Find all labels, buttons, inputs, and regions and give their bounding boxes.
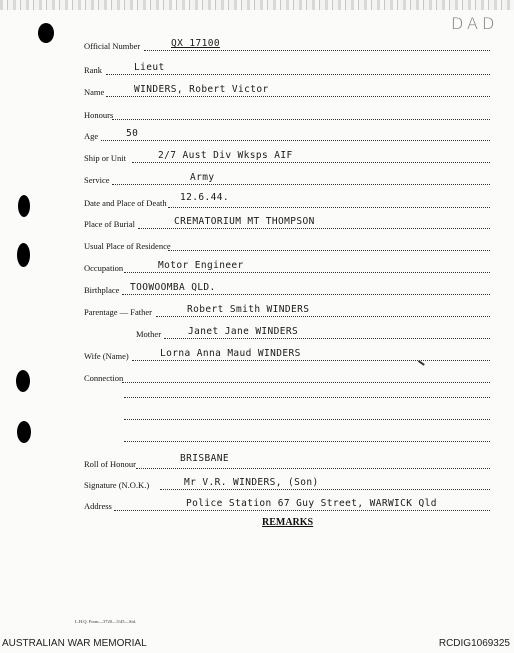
dotted-line: [144, 50, 490, 51]
official-number-label: Official Number: [84, 41, 141, 51]
rank-value: Lieut: [134, 62, 165, 73]
dotted-line: [112, 184, 490, 185]
birthplace-value: TOOWOOMBA QLD.: [130, 282, 216, 293]
usual-residence-label: Usual Place of Residence: [84, 241, 171, 251]
father-value: Robert Smith WINDERS: [187, 304, 310, 315]
footer-record-id: RCDIG1069325: [438, 638, 510, 649]
roll-of-honour-label: Roll of Honour: [84, 459, 136, 469]
dotted-line: [124, 441, 490, 442]
dotted-line: [168, 250, 490, 251]
department-stamp: DAD: [451, 14, 499, 33]
connection-row: [84, 370, 490, 384]
birthplace-label: Birthplace: [84, 285, 120, 295]
address-label: Address: [84, 501, 112, 511]
dotted-line: [138, 228, 490, 229]
dotted-line: [136, 468, 490, 469]
birthplace-row: [84, 282, 490, 296]
occupation-label: Occupation: [84, 263, 124, 273]
father-label: Parentage — Father: [84, 307, 152, 317]
punch-hole: [16, 370, 30, 392]
roll-of-honour-row: [84, 453, 490, 470]
dotted-line: [132, 360, 490, 361]
mother-label: Mother: [136, 329, 162, 339]
signature-nok-row: [84, 477, 490, 491]
rank-label: Rank: [84, 65, 102, 75]
rank-row: [84, 62, 490, 76]
occupation-row: [84, 260, 490, 274]
dotted-line: [124, 397, 490, 398]
age-row: [84, 128, 490, 142]
service-row: [84, 172, 490, 186]
ship-or-unit-value: 2/7 Aust Div Wksps AIF: [158, 150, 293, 161]
name-label: Name: [84, 87, 105, 97]
name-row: [84, 84, 490, 98]
dotted-line: [106, 74, 490, 75]
ship-or-unit-row: [84, 150, 490, 164]
punch-hole: [18, 195, 30, 217]
address-row: [84, 498, 490, 512]
form-reference: L.H.Q. Form—3720—5/45—Std.: [75, 619, 137, 624]
place-of-burial-label: Place of Burial: [84, 219, 135, 229]
dotted-line: [122, 382, 490, 383]
signature-nok-value: Mr V.R. WINDERS, (Son): [184, 477, 319, 488]
age-value: 50: [126, 128, 139, 139]
dotted-line: [106, 96, 490, 97]
official-number-value: QX 17100: [171, 38, 220, 49]
dotted-line: [114, 510, 490, 511]
dotted-line: [122, 294, 490, 295]
dotted-line: [160, 489, 490, 490]
service-label: Service: [84, 175, 110, 185]
mother-value: Janet Jane WINDERS: [188, 326, 299, 337]
punch-hole: [38, 23, 54, 43]
age-label: Age: [84, 131, 99, 141]
honours-label: Honours: [84, 110, 114, 120]
dotted-line: [124, 272, 490, 273]
dotted-line: [164, 338, 490, 339]
date-place-death-value: 12.6.44.: [180, 192, 229, 203]
dotted-line: [124, 419, 490, 420]
signature-nok-label: Signature (N.O.K.): [84, 480, 150, 490]
date-place-death-row: [84, 192, 490, 209]
dotted-line: [168, 207, 490, 208]
dotted-line: [132, 162, 490, 163]
mother-row: [136, 326, 490, 340]
footer-source: AUSTRALIAN WAR MEMORIAL: [2, 638, 147, 649]
service-value: Army: [190, 172, 215, 183]
remarks-heading: REMARKS: [262, 517, 314, 528]
dotted-line: [112, 119, 490, 120]
punch-hole: [17, 243, 30, 267]
ship-or-unit-label: Ship or Unit: [84, 153, 127, 163]
wife-label: Wife (Name): [84, 351, 129, 361]
wife-value: Lorna Anna Maud WINDERS: [160, 348, 301, 359]
place-of-burial-value: CREMATORIUM MT THOMPSON: [174, 216, 315, 227]
dotted-line: [101, 140, 490, 141]
roll-of-honour-value: BRISBANE: [180, 453, 229, 464]
punch-hole: [17, 421, 31, 443]
name-value: WINDERS, Robert Victor: [134, 84, 269, 95]
usual-residence-row: [84, 238, 490, 252]
occupation-value: Motor Engineer: [158, 260, 244, 271]
father-row: [84, 304, 490, 318]
wife-row: [84, 348, 490, 362]
scan-edge-noise: [0, 0, 514, 10]
address-value: Police Station 67 Guy Street, WARWICK Qld: [186, 498, 437, 509]
honours-row: [84, 107, 490, 121]
connection-label: Connection: [84, 373, 124, 383]
official-number-row: [84, 38, 490, 52]
date-place-death-label: Date and Place of Death: [84, 198, 167, 208]
place-of-burial-row: [84, 216, 490, 230]
dotted-line: [156, 316, 490, 317]
